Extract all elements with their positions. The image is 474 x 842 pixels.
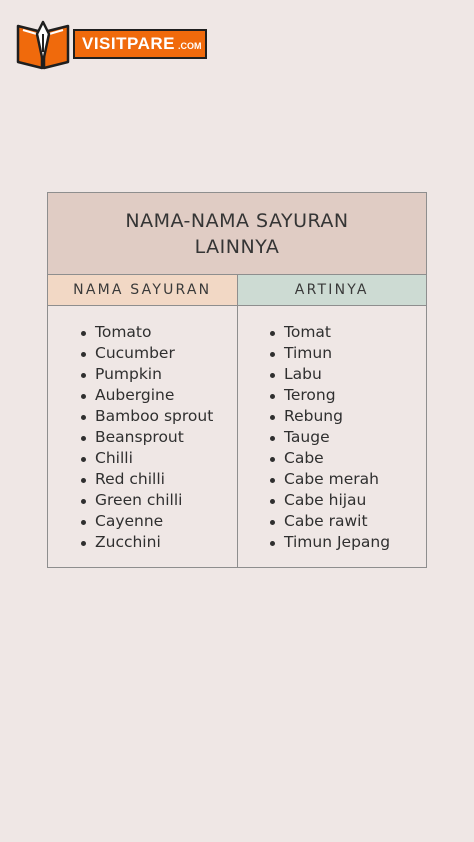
header-artinya: ARTINYA [238,275,427,305]
logo-brand-text: VISITPARE [82,34,175,53]
list-item: Beansprout [81,427,237,448]
list-item: Tauge [270,427,426,448]
list-item: Cabe rawit [270,511,426,532]
list-item: Chilli [81,448,237,469]
list-item: Cayenne [81,511,237,532]
table-title [48,193,426,275]
vegetable-table [47,192,427,568]
list-item: Zucchini [81,532,237,553]
list-item: Pumpkin [81,364,237,385]
list-item: Timun [270,343,426,364]
list-item: Green chilli [81,490,237,511]
indonesian-names-cell [238,306,426,568]
list-item: Cabe hijau [270,490,426,511]
list-item: Bamboo sprout [81,406,237,427]
english-names-list [81,322,237,553]
list-item: Aubergine [81,385,237,406]
list-item: Timun Jepang [270,532,426,553]
list-item: Terong [270,385,426,406]
list-item: Rebung [270,406,426,427]
indonesian-names-list [270,322,426,553]
list-item: Labu [270,364,426,385]
table-body-row [48,306,426,568]
list-item: Cabe [270,448,426,469]
list-item: Cucumber [81,343,237,364]
english-names-cell [48,306,238,568]
list-item: Tomat [270,322,426,343]
header-nama-sayuran: NAMA SAYURAN [48,275,238,305]
site-logo[interactable] [15,18,202,72]
list-item: Red chilli [81,469,237,490]
open-book-pen-icon [15,18,71,72]
table-title-line2: LAINNYA [194,235,280,258]
table-title-line1: NAMA-NAMA SAYURAN [125,209,349,232]
table-header-row [48,275,426,306]
logo-domain-suffix: .COM [177,40,202,51]
list-item: Tomato [81,322,237,343]
list-item: Cabe merah [270,469,426,490]
logo-badge [73,29,207,59]
